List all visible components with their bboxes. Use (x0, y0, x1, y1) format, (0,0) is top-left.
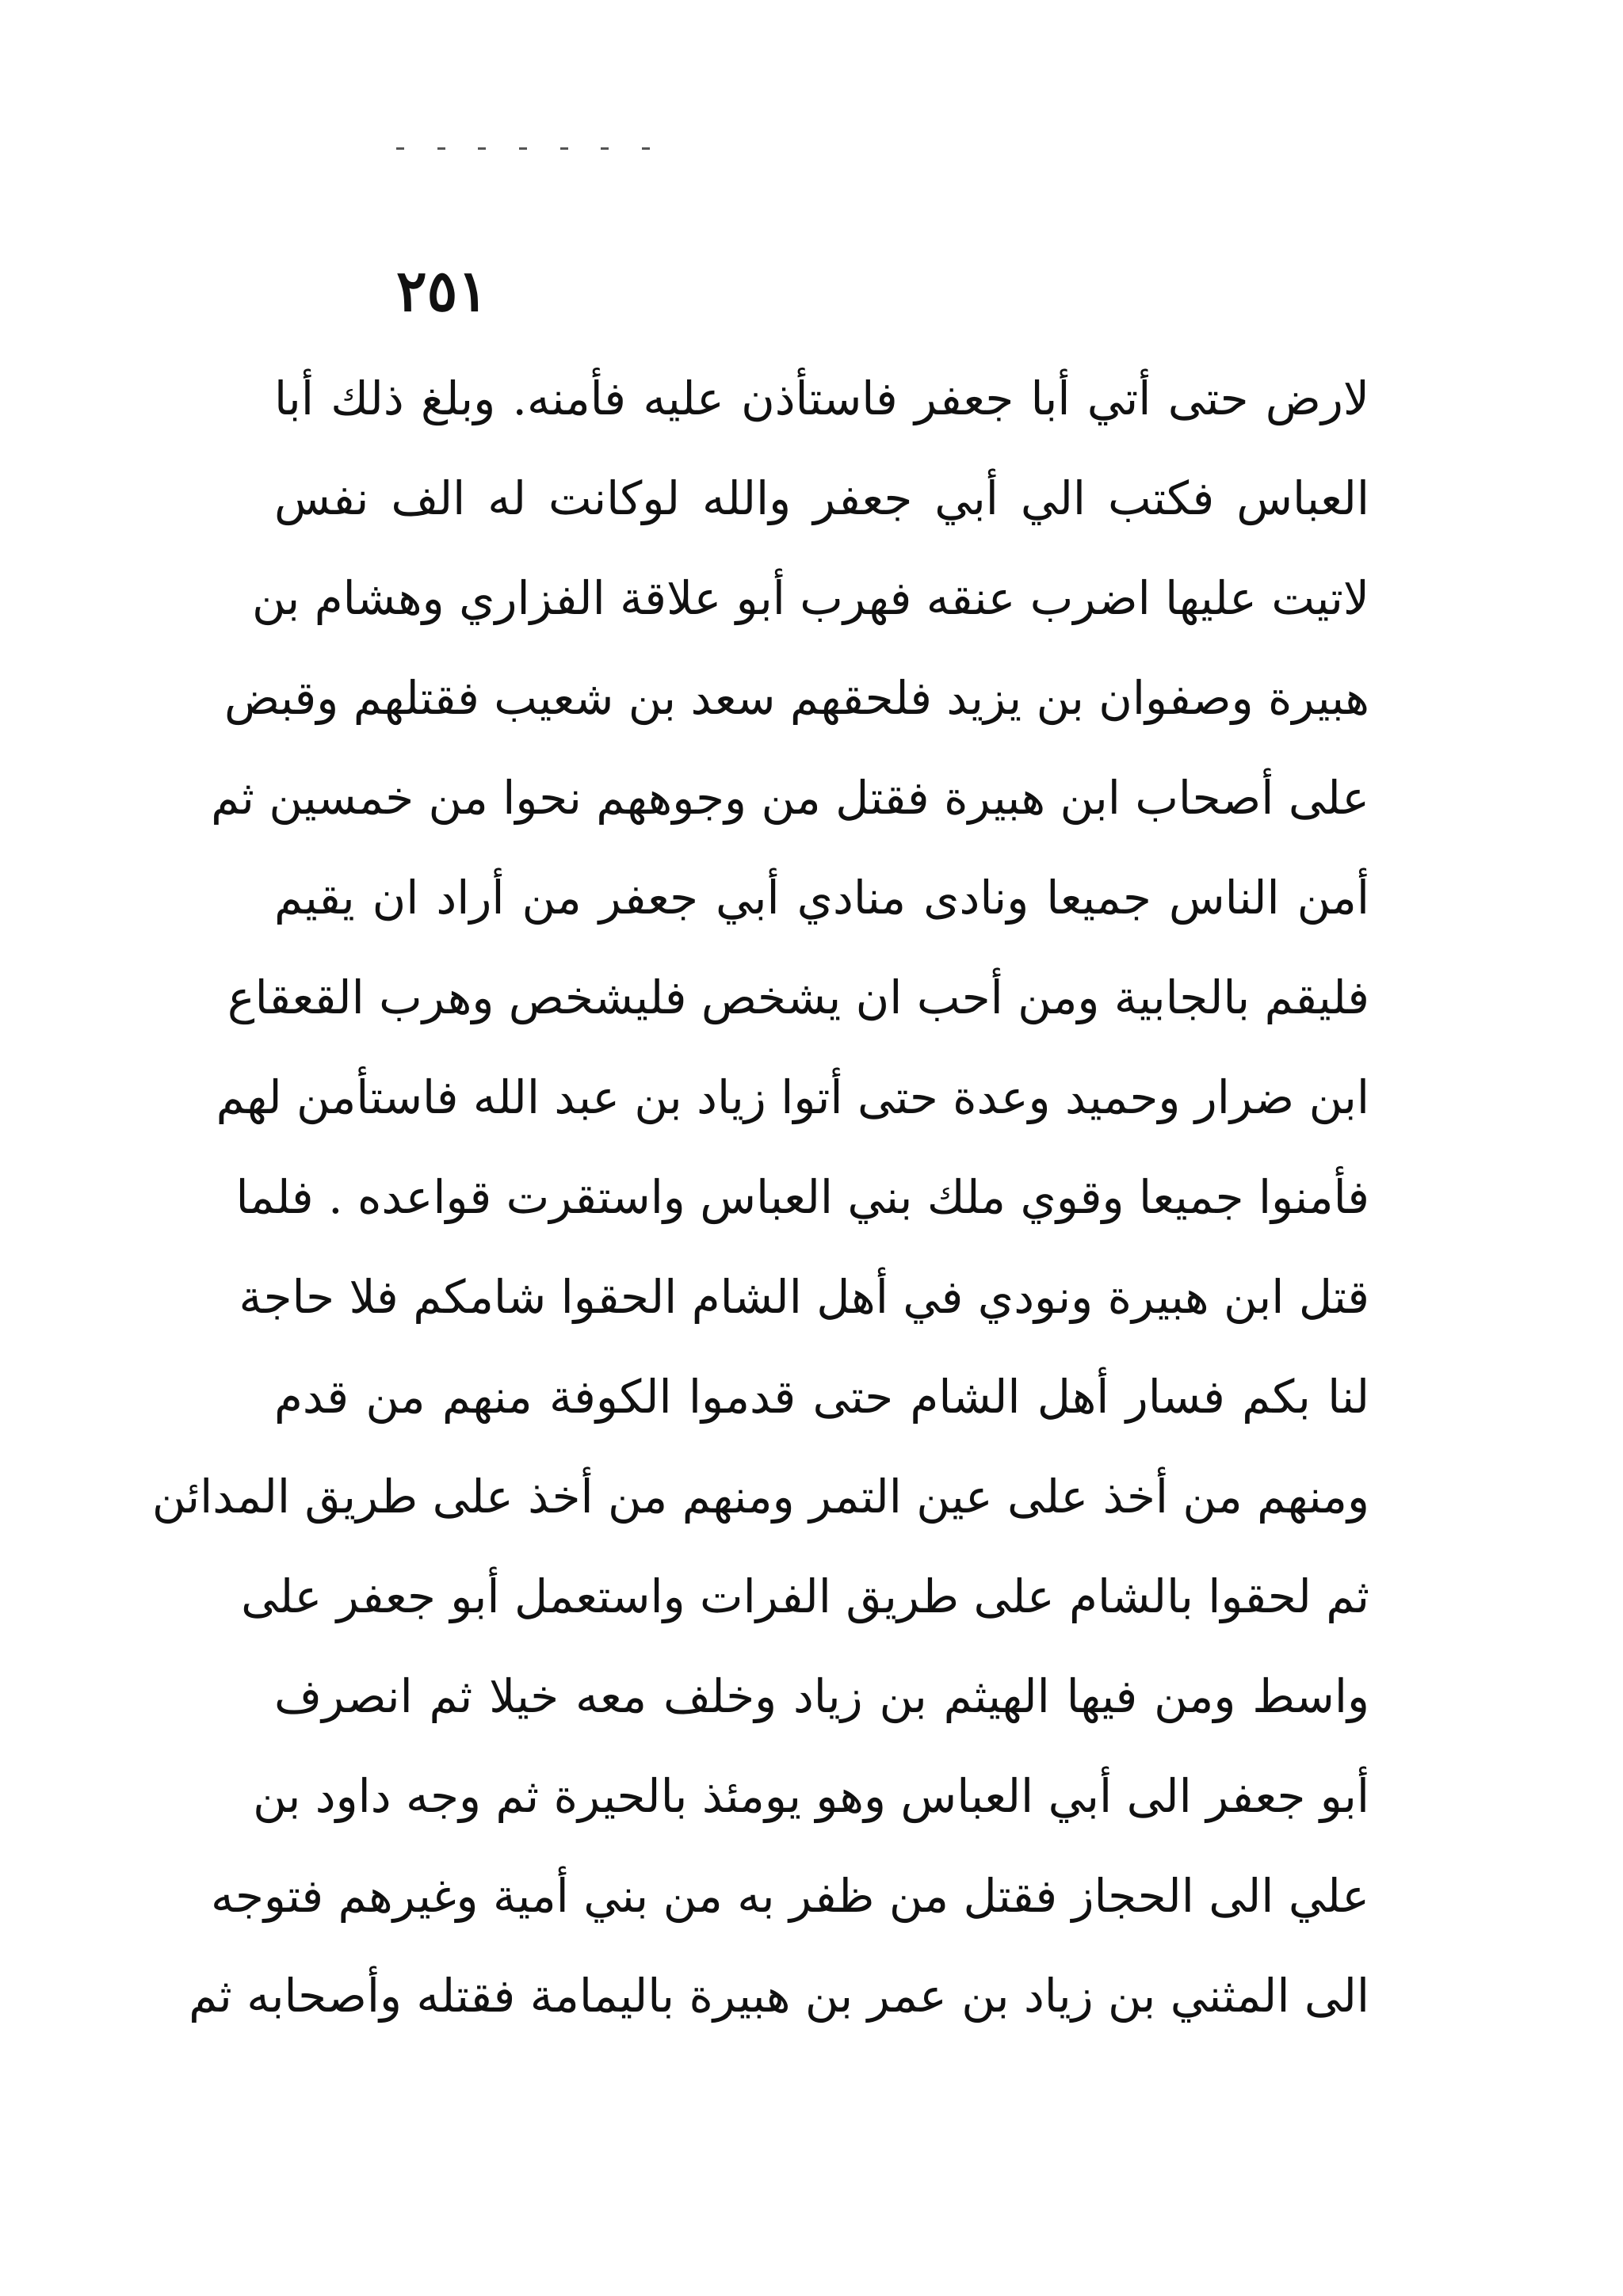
text-line: هبيرة وصفوان بن يزيد فلحقهم سعد بن شعيب فقتلهم وقبض (224, 671, 1369, 725)
text-line: فليقم بالجابية ومن أحب ان يشخص فليشخص وهرب القعقاع (227, 971, 1369, 1024)
scan-mark (437, 147, 445, 150)
text-line: ثم لحقوا بالشام على طريق الفرات واستعمل أبو جعفر على (241, 1569, 1369, 1623)
text-line: لنا بكم فسار أهل الشام حتى قدموا الكوفة منهم من قدم (274, 1370, 1369, 1424)
scan-mark (519, 147, 527, 150)
scan-artifact-marks (396, 147, 650, 152)
text-line: الى المثني بن زياد بن عمر بن هبيرة باليمامة فقتله وأصحابه ثم (189, 1969, 1369, 2023)
text-line: علي الى الحجاز فقتل من ظفر به من بني أمية وغيرهم فتوجه (210, 1869, 1369, 1923)
text-line: قتل ابن هبيرة ونودي في أهل الشام الحقوا شامكم فلا حاجة (239, 1270, 1369, 1324)
scan-mark (560, 147, 568, 150)
text-line: فأمنوا جميعا وقوي ملك بني العباس واستقرت قواعده . فلما (235, 1170, 1369, 1224)
scan-mark (478, 147, 486, 150)
text-line: أمن الناس جميعا ونادى منادي أبي جعفر من أراد ان يقيم (274, 871, 1369, 925)
scan-mark (642, 147, 650, 150)
text-line: لارض حتى أتي أبا جعفر فاستأذن عليه فأمنه. وبلغ ذلك أبا (274, 372, 1369, 425)
text-line: ابن ضرار وحميد وعدة حتى أتوا زياد بن عبد الله فاستأمن لهم (216, 1070, 1369, 1124)
scan-mark (601, 147, 609, 150)
text-line: ومنهم من أخذ على عين التمر ومنهم من أخذ على طريق المدائن (151, 1470, 1369, 1524)
scan-mark (396, 147, 404, 150)
text-line: واسط ومن فيها الهيثم بن زياد وخلف معه خيلا ثم انصرف (274, 1669, 1369, 1723)
text-line: على أصحاب ابن هبيرة فقتل من وجوههم نحوا من خمسين ثم (211, 771, 1369, 825)
text-line: أبو جعفر الى أبي العباس وهو يومئذ بالحيرة ثم وجه داود بن (253, 1769, 1369, 1823)
text-line: العباس فكتب الي أبي جعفر والله لوكانت له الف نفس (274, 471, 1369, 525)
body-text (151, 349, 1369, 2147)
text-line: لاتيت عليها اضرب عنقه فهرب أبو علاقة الفزاري وهشام بن (251, 571, 1369, 625)
page-number: ٢٥١ (395, 257, 488, 324)
